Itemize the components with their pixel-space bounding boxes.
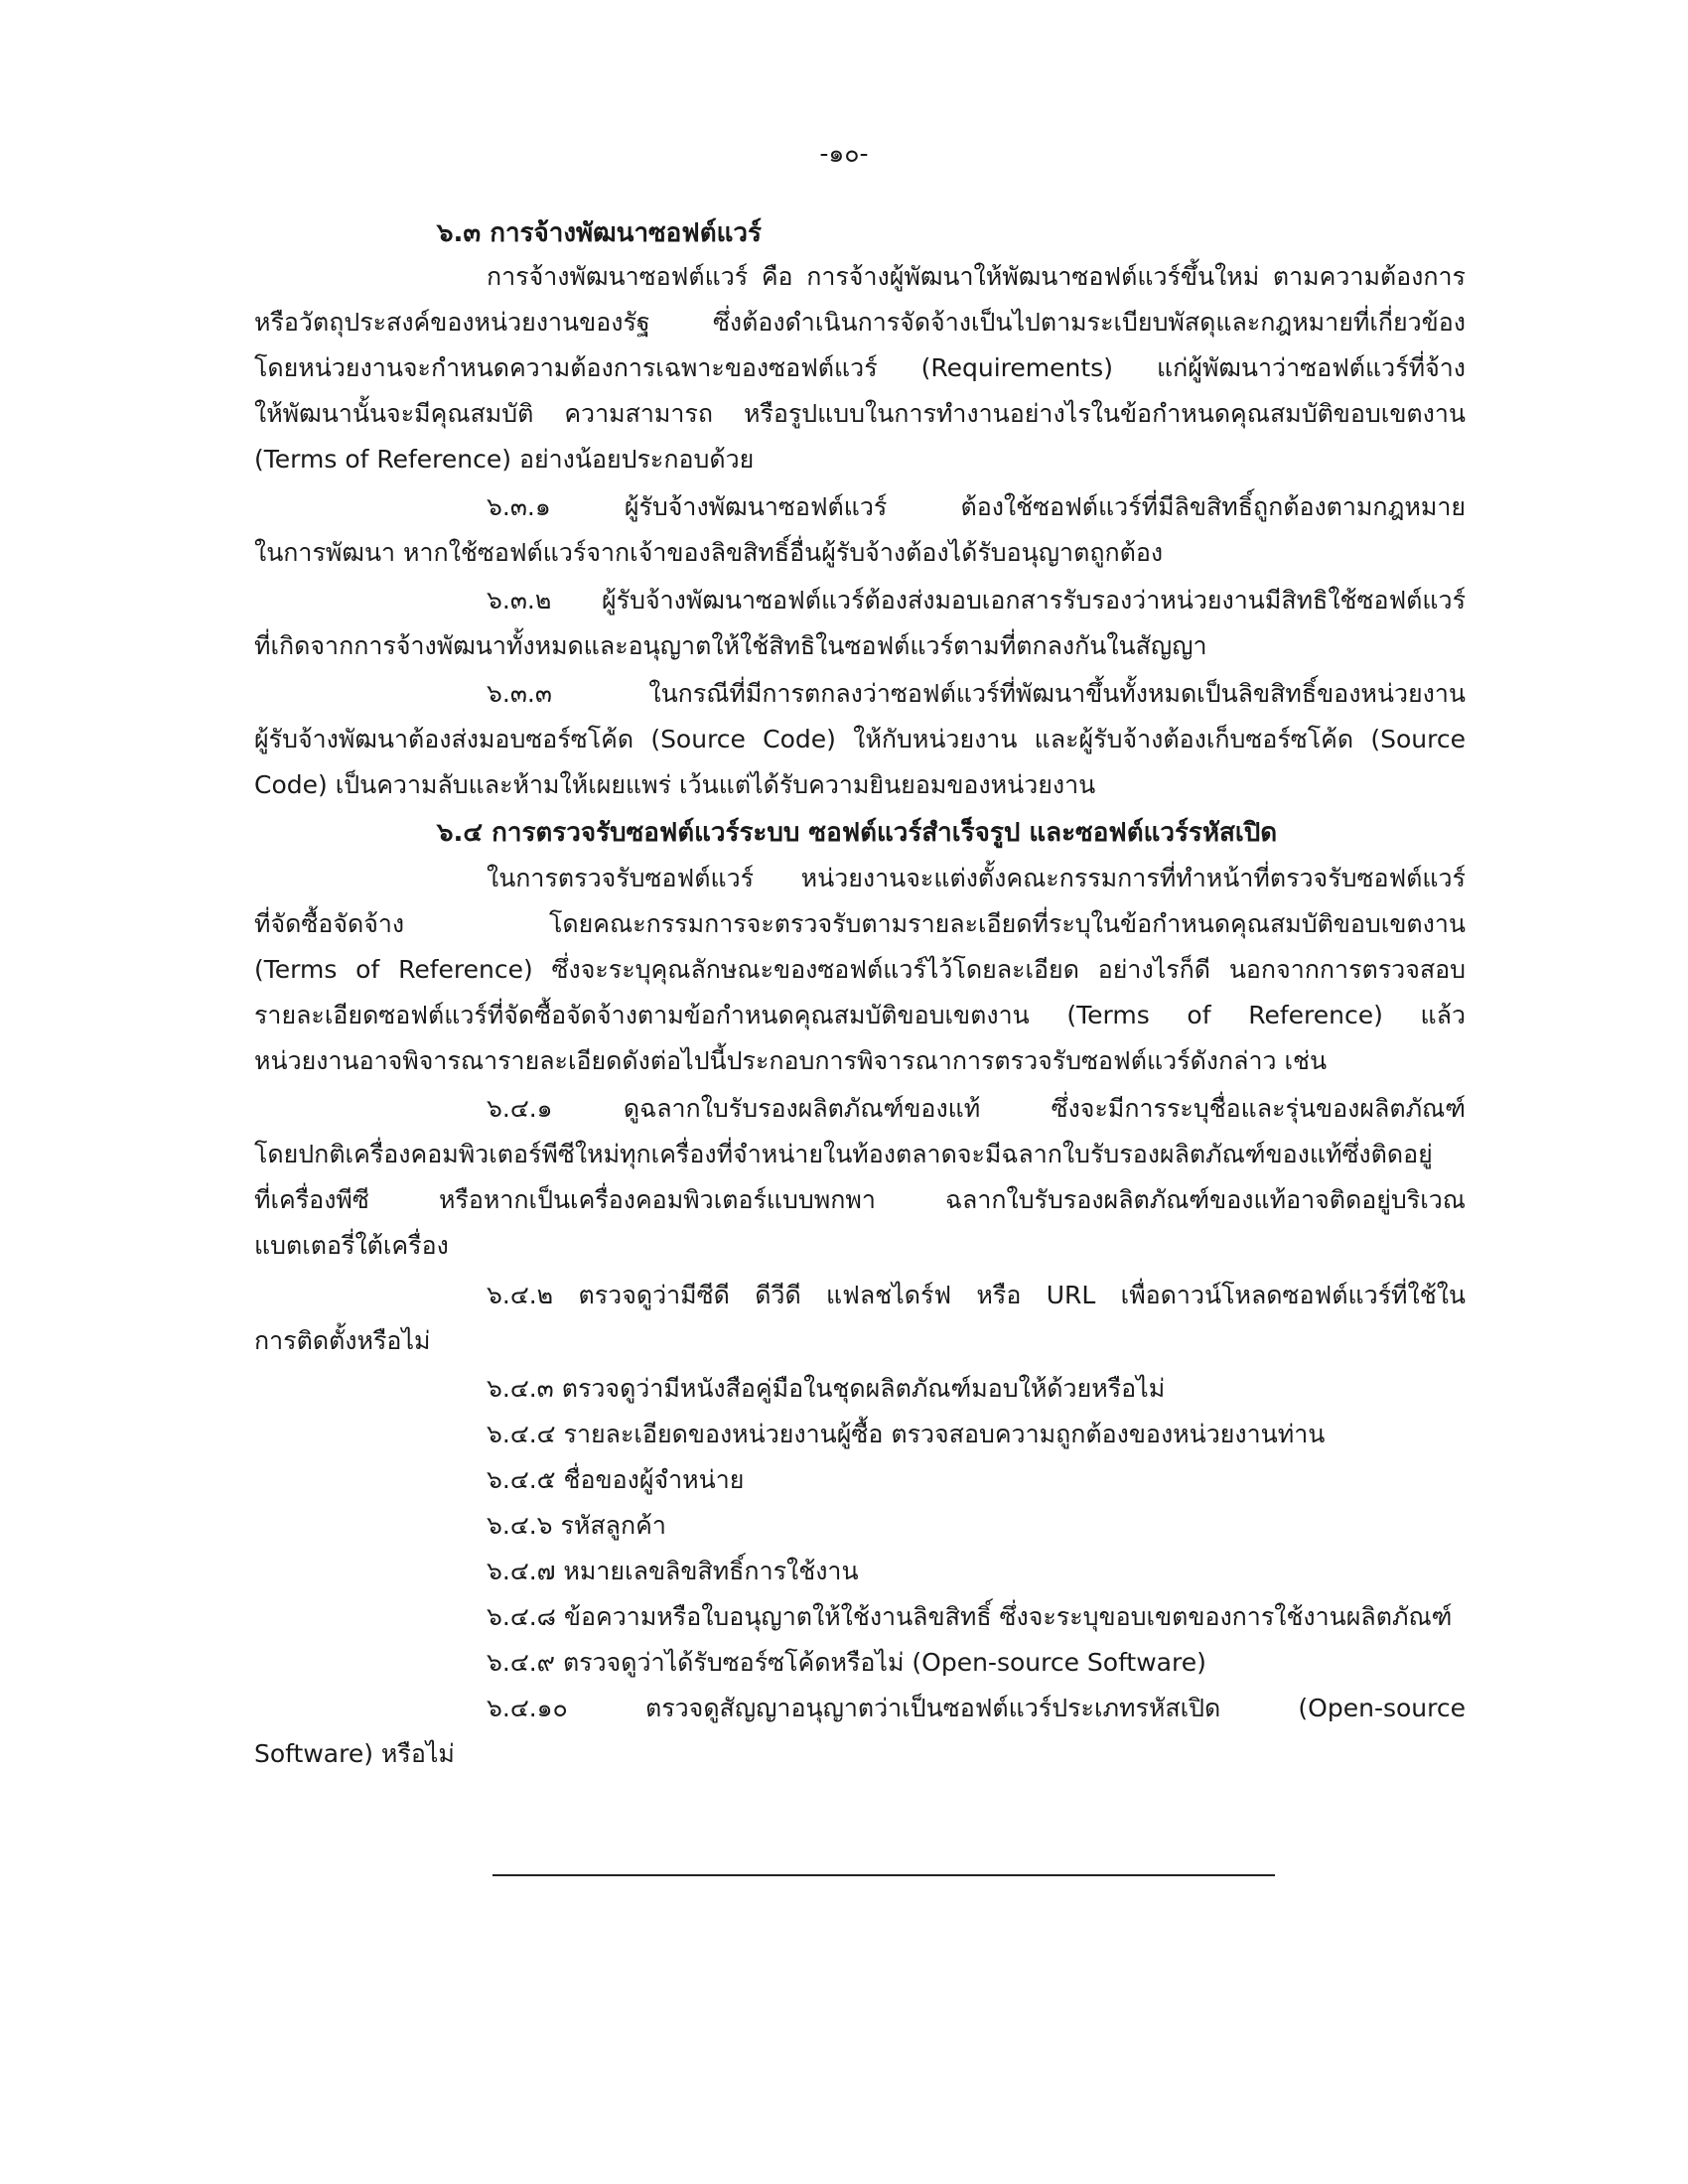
- item-line: โดยปกติเครื่องคอมพิวเตอร์พีซีใหม่ทุกเครื่องที่จำหน่ายในท้องตลาดจะมีฉลากใบรับรองผลิตภัณฑ์ของแท้ซึ่งติดอยู่: [254, 1140, 1433, 1168]
- paragraph-line: (Terms of Reference) ซึ่งจะระบุคุณลักษณะของซอฟต์แวร์ไว้โดยละเอียด อย่างไรก็ดี นอกจากการตรวจสอบ: [254, 955, 1466, 984]
- paragraph-line: ให้พัฒนานั้นจะมีคุณสมบัติ ความสามารถ หรือรูปแบบในการทำงานอย่างไรในข้อกำหนดคุณสมบัติขอบเขตงาน: [254, 399, 1466, 428]
- section-heading-6-4: ๖.๔ การตรวจรับซอฟต์แวร์ระบบ ซอฟต์แวร์สำเร็จรูป และซอฟต์แวร์รหัสเปิด: [437, 818, 1278, 848]
- item-line: Software) หรือไม่: [254, 1739, 455, 1768]
- list-item: ๖.๔.๘ ข้อความหรือใบอนุญาตให้ใช้งานลิขสิทธิ์ ซึ่งจะระบุขอบเขตของการใช้งานผลิตภัณฑ์: [487, 1602, 1453, 1631]
- page-number: -๑๐-: [819, 139, 869, 168]
- item-line: ๖.๔.๒ ตรวจดูว่ามีซีดี ดีวีดี แฟลชไดร์ฟ หรือ URL เพื่อดาวน์โหลดซอฟต์แวร์ที่ใช้ใน: [487, 1281, 1466, 1309]
- list-item: ๖.๔.๖ รหัสลูกค้า: [487, 1511, 666, 1540]
- item-line: Code) เป็นความลับและห้ามให้เผยแพร่ เว้นแต่ได้รับความยินยอมของหน่วยงาน: [254, 770, 1096, 799]
- item-line: ๖.๓.๓ ในกรณีที่มีการตกลงว่าซอฟต์แวร์ที่พัฒนาขึ้นทั้งหมดเป็นลิขสิทธิ์ของหน่วยงาน: [487, 679, 1466, 708]
- paragraph-line: ที่จัดซื้อจัดจ้าง โดยคณะกรรมการจะตรวจรับตามรายละเอียดที่ระบุในข้อกำหนดคุณสมบัติขอบเขตงาน: [254, 909, 1466, 938]
- paragraph-line: หน่วยงานอาจพิจารณารายละเอียดดังต่อไปนี้ประกอบการพิจารณาการตรวจรับซอฟต์แวร์ดังกล่าว เช่น: [254, 1046, 1328, 1075]
- item-line: ๖.๓.๑ ผู้รับจ้างพัฒนาซอฟต์แวร์ ต้องใช้ซอฟต์แวร์ที่มีลิขสิทธิ์ถูกต้องตามกฎหมาย: [487, 492, 1466, 521]
- list-item: ๖.๔.๓ ตรวจดูว่ามีหนังสือคู่มือในชุดผลิตภัณฑ์มอบให้ด้วยหรือไม่: [487, 1374, 1166, 1403]
- section-heading-6-3: ๖.๓ การจ้างพัฒนาซอฟต์แวร์: [437, 218, 762, 248]
- item-line: ที่เกิดจากการจ้างพัฒนาทั้งหมดและอนุญาตให้ใช้สิทธิในซอฟต์แวร์ตามที่ตกลงกันในสัญญา: [254, 631, 1207, 660]
- item-line: ผู้รับจ้างพัฒนาต้องส่งมอบซอร์ซโค้ด (Source Code) ให้กับหน่วยงาน และผู้รับจ้างต้องเก็บซอร์ซโค้ด (Source: [254, 725, 1466, 753]
- list-item: ๖.๔.๗ หมายเลขลิขสิทธิ์การใช้งาน: [487, 1557, 859, 1585]
- list-item: ๖.๔.๕ ชื่อของผู้จำหน่าย: [487, 1465, 745, 1494]
- item-line: ในการพัฒนา หากใช้ซอฟต์แวร์จากเจ้าของลิขสิทธิ์อื่นผู้รับจ้างต้องได้รับอนุญาตถูกต้อง: [254, 538, 1164, 567]
- paragraph-line: ในการตรวจรับซอฟต์แวร์ หน่วยงานจะแต่งตั้งคณะกรรมการที่ทำหน้าที่ตรวจรับซอฟต์แวร์: [487, 864, 1466, 892]
- item-line: ๖.๓.๒ ผู้รับจ้างพัฒนาซอฟต์แวร์ต้องส่งมอบเอกสารรับรองว่าหน่วยงานมีสิทธิใช้ซอฟต์แวร์: [487, 586, 1466, 614]
- item-line: ๖.๔.๑๐ ตรวจดูสัญญาอนุญาตว่าเป็นซอฟต์แวร์ประเภทรหัสเปิด (Open-source: [487, 1694, 1466, 1722]
- item-line: ๖.๔.๑ ดูฉลากใบรับรองผลิตภัณฑ์ของแท้ ซึ่งจะมีการระบุชื่อและรุ่นของผลิตภัณฑ์: [487, 1094, 1466, 1123]
- list-item: ๖.๔.๔ รายละเอียดของหน่วยงานผู้ซื้อ ตรวจสอบความถูกต้องของหน่วยงานท่าน: [487, 1420, 1326, 1448]
- item-line: แบตเตอรี่ใต้เครื่อง: [254, 1231, 449, 1260]
- paragraph-line: รายละเอียดซอฟต์แวร์ที่จัดซื้อจัดจ้างตามข้อกำหนดคุณสมบัติขอบเขตงาน (Terms of Reference) แล้ว: [254, 1001, 1466, 1029]
- paragraph-line: โดยหน่วยงานจะกำหนดความต้องการเฉพาะของซอฟต์แวร์ (Requirements) แก่ผู้พัฒนาว่าซอฟต์แวร์ที่จ้าง: [254, 353, 1466, 382]
- item-line: ที่เครื่องพีซี หรือหากเป็นเครื่องคอมพิวเตอร์แบบพกพา ฉลากใบรับรองผลิตภัณฑ์ของแท้อาจติดอยู่บริเวณ: [254, 1185, 1466, 1214]
- paragraph-line: การจ้างพัฒนาซอฟต์แวร์ คือ การจ้างผู้พัฒนาให้พัฒนาซอฟต์แวร์ขึ้นใหม่ ตามความต้องการ: [487, 262, 1466, 291]
- item-line: การติดตั้งหรือไม่: [254, 1326, 431, 1355]
- paragraph-line: หรือวัตถุประสงค์ของหน่วยงานของรัฐ ซึ่งต้องดำเนินการจัดจ้างเป็นไปตามระเบียบพัสดุและกฎหมายที่เกี่ยวข้อง: [254, 308, 1466, 337]
- end-divider: [492, 1874, 1275, 1876]
- list-item: ๖.๔.๙ ตรวจดูว่าได้รับซอร์ซโค้ดหรือไม่ (Open-source Software): [487, 1648, 1206, 1677]
- paragraph-line: (Terms of Reference) อย่างน้อยประกอบด้วย: [254, 445, 755, 474]
